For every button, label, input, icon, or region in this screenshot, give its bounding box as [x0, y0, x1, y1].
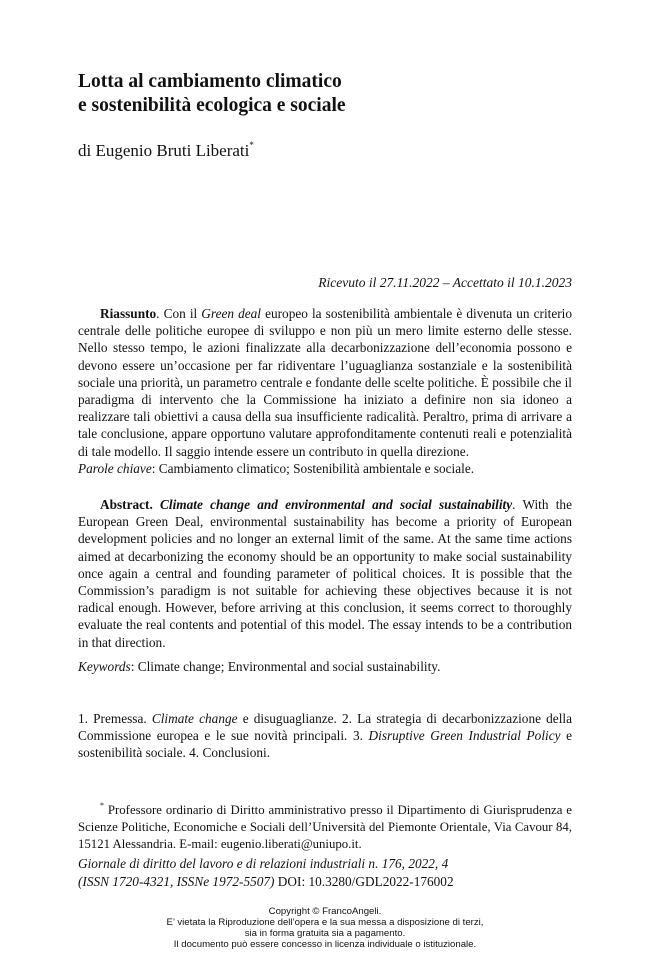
parole-chiave-line: [78, 460, 572, 477]
riassunto-italic-term: Green deal: [201, 306, 261, 321]
parole-chiave-text: : Cambiamento climatico; Sostenibilità ambientale e sociale.: [151, 461, 475, 476]
table-of-contents: [78, 710, 572, 762]
journal-citation: [78, 855, 572, 890]
copyright-line-1: Copyright © FrancoAngeli.: [268, 906, 382, 917]
toc-italic-2: Disruptive Green Industrial Policy: [368, 728, 561, 744]
copyright-line-3: sia in forma gratuita sia a pagamento.: [244, 928, 406, 939]
copyright-line-2: E’ vietata la Riproduzione dell’opera e la sua messa a disposizione di terzi,: [166, 917, 484, 928]
parole-chiave-label: Parole chiave: [78, 461, 152, 476]
riassunto-text-2: europeo la sostenibilità ambientale è divenuta un criterio centrale delle politiche europee di sviluppo e non più un mero limite esterno delle stesse. Nello stesso tempo, le azioni finalizzate alla decarbonizzazione dell’economia possono e devono essere un’occasione per far ridiventare l’uguaglianza sostanziale e la sostenibilità sociale una priorità, un parametro centrale e fondante delle scelte politiche. È possibile che il paradigma di intervento che la Commissione ha iniziato a definire non sia idoneo a realizzare tali obiettivi a causa della sua insufficiente radicalità. Peraltro, prima di arrivare a tale conclusione, appare opportuno valutare approfonditamente contenuti reali e potenzialità di tale modello. Il saggio intende essere un contributo in quella direzione.: [78, 306, 573, 459]
toc-italic-1: Climate change: [151, 711, 238, 726]
title-line-1: Lotta al cambiamento climatico: [78, 71, 342, 92]
journal-issn: (ISSN 1720-4321, ISSNe 1972-5507): [78, 873, 275, 889]
journal-line-1: Giornale di diritto del lavoro e di relazioni industriali n. 176, 2022, 4: [78, 856, 449, 871]
abstract-paragraph: [78, 496, 572, 651]
author-footnote: [78, 798, 572, 852]
toc-text-3: e sostenibilità sociale. 4. Conclusioni.: [78, 728, 573, 761]
keywords-text: : Climate change; Environmental and social sustainability.: [130, 659, 441, 674]
footnote-mark: *: [100, 801, 104, 810]
keywords-label: Keywords: [78, 659, 131, 674]
riassunto-paragraph: [78, 305, 572, 460]
riassunto-text-1: . Con il: [156, 306, 202, 321]
copyright-notice: [0, 906, 650, 950]
toc-text-1: 1. Premessa.: [78, 711, 152, 726]
footnote-text: Professore ordinario di Diritto amministrativo presso il Dipartimento di Giurisprudenza e Scienze Politiche, Economiche e Sociali dell’Università del Piemonte Orientale, Via Cavour 84, 15121 Alessandria. E-mail: eugenio.liberati@uniupo.it.: [78, 803, 572, 851]
abstract-label: Abstract.: [100, 497, 153, 512]
keywords-line: [78, 658, 572, 675]
toc-text-2: e disuguaglianze. 2. La strategia di decarbonizzazione della Commissione europea e le sue novità principali. 3.: [78, 711, 572, 744]
author-name: di Eugenio Bruti Liberati: [78, 141, 250, 160]
title-line-2: e sostenibilità ecologica e sociale: [78, 95, 346, 116]
copyright-line-4: Il documento può essere concesso in licenza individuale o istituzionale.: [173, 939, 477, 950]
journal-doi[interactable]: DOI: 10.3280/GDL2022-176002: [274, 873, 454, 889]
riassunto-label: Riassunto: [100, 306, 157, 321]
author-footnote-mark[interactable]: *: [249, 140, 254, 150]
article-title: [78, 70, 578, 118]
abstract-text: . With the European Green Deal, environmental sustainability has become a priority of European development policies and no longer an external limit of the same. At the same time actions aimed at decarbonizing the economy should be an opportunity to make social sustainability once again a central and founding parameter of political choices. It is possible that the Commission’s paradigm is not suitable for achieving these objectives because it is not radical enough. However, before arriving at this conclusion, it seems correct to thoroughly evaluate the real contents and potential of this model. The essay intends to be a contribution in that direction.: [78, 497, 572, 650]
abstract-title: Climate change and environmental and social sustainability: [160, 497, 513, 512]
received-accepted-dates: Ricevuto il 27.11.2022 – Accettato il 10.1.2023: [318, 275, 572, 290]
author-line: [78, 140, 254, 161]
